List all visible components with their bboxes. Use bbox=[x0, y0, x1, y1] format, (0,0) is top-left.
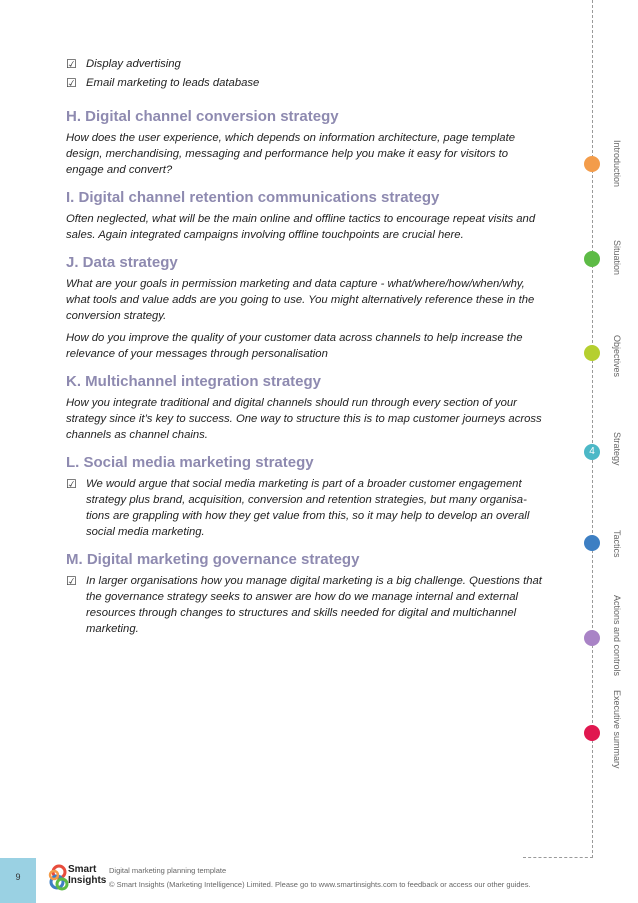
main-content bbox=[66, 56, 548, 637]
page-number: 9 bbox=[15, 872, 21, 882]
timeline-label-introduction[interactable]: Introduction bbox=[612, 140, 622, 188]
footer-copyright: © Smart Insights (Marketing Intelligence) Limited. Please go to www.smartinsights.com to feedback or access our other guides. bbox=[109, 880, 531, 889]
timeline-dot-strategy[interactable]: 4 bbox=[584, 444, 600, 460]
section-heading: K. Multichannel integration strategy bbox=[66, 373, 322, 390]
checklist-item: ☑ In larger organisations how you manage digital marketing is a big challenge. Questions that the governance strategy seeks to answer are how do we manage internal and external resources through changes to structures and skills needed for digital and multichannel marketing. bbox=[66, 574, 542, 635]
timeline-dot-objectives[interactable] bbox=[584, 345, 600, 361]
timeline-dot-actions[interactable] bbox=[584, 630, 600, 646]
checkbox-checked-icon: ☑ bbox=[66, 57, 77, 71]
section-paragraph: What are your goals in permission marketing and data capture - what/where/how/when/why, what tools and value adds are you going to use. You might alternatively reference these in the conversion strategy. bbox=[66, 278, 535, 322]
section-paragraph: How you integrate traditional and digital channels should run through every section of your strategy since it’s key to success. One way to structure this is to map customer journeys across channels as channel chains. bbox=[66, 397, 542, 441]
timeline-label-actions[interactable]: Actions and controls bbox=[612, 595, 622, 677]
timeline-label-executive[interactable]: Executive summary bbox=[612, 690, 622, 769]
timeline-dot-tactics[interactable] bbox=[584, 535, 600, 551]
logo-text: Smart Insights bbox=[68, 864, 107, 886]
timeline-footer-line bbox=[523, 857, 593, 858]
section-heading: J. Data strategy bbox=[66, 254, 178, 271]
section-heading: H. Digital channel conversion strategy bbox=[66, 108, 339, 125]
timeline-label-objectives[interactable]: Objectives bbox=[612, 335, 622, 378]
logo-mark-icon bbox=[48, 864, 70, 892]
footer-title: Digital marketing planning template bbox=[109, 866, 227, 875]
checklist-item: ☑ Display advertising bbox=[66, 57, 181, 71]
timeline-label-strategy[interactable]: Strategy bbox=[612, 432, 622, 466]
section-heading: L. Social media marketing strategy bbox=[66, 454, 314, 471]
timeline-label-situation[interactable]: Situation bbox=[612, 240, 622, 276]
checklist-item: ☑ We would argue that social media marketing is part of a broader customer engagement strategy plus brand, acquisition, conversion and retention strategies, but many organisa-tions are grappling with how they get value from this, so it may help to develop an overall social media marketing. bbox=[66, 477, 530, 538]
checkbox-checked-icon: ☑ bbox=[66, 477, 77, 491]
section-heading: M. Digital marketing governance strategy bbox=[66, 551, 360, 568]
timeline-dot-situation[interactable] bbox=[584, 251, 600, 267]
timeline-dot-executive[interactable] bbox=[584, 725, 600, 741]
timeline-label-tactics[interactable]: Tactics bbox=[612, 530, 622, 558]
section-paragraph: How does the user experience, which depends on information architecture, page template design, merchandising, messaging and performance help you make it easy for visitors to engage and convert? bbox=[66, 132, 516, 176]
section-heading: I. Digital channel retention communications strategy bbox=[66, 189, 440, 206]
checkbox-checked-icon: ☑ bbox=[66, 574, 77, 588]
checklist-item: ☑ Email marketing to leads database bbox=[66, 76, 260, 90]
timeline-dot-introduction[interactable] bbox=[584, 156, 600, 172]
section-paragraph: How do you improve the quality of your customer data across channels to help increase the relevance of your messages through personalisation bbox=[66, 332, 523, 360]
section-paragraph: Often neglected, what will be the main online and offline tactics to encourage repeat visits and sales. Again integrated campaigns involving offline touchpoints are crucial here. bbox=[66, 213, 536, 241]
checkbox-checked-icon: ☑ bbox=[66, 76, 77, 90]
